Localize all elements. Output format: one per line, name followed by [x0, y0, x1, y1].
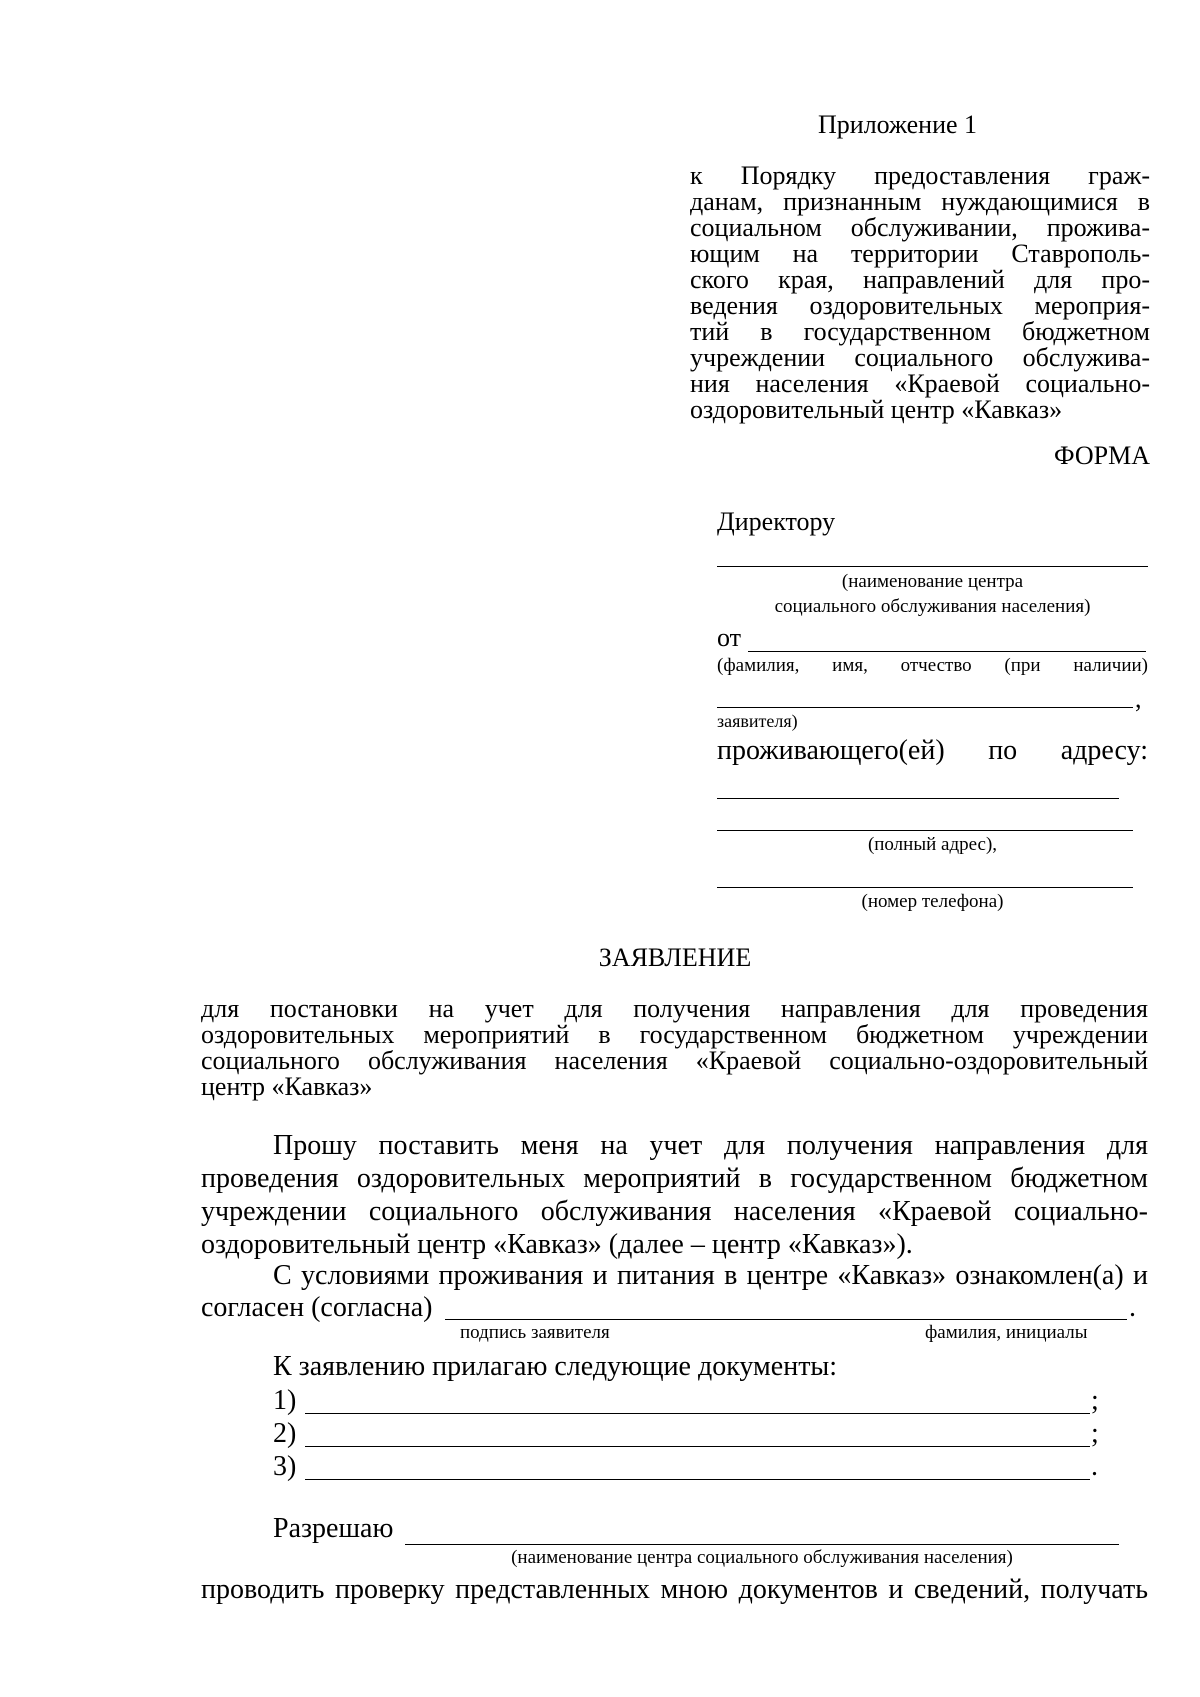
request-line: проведения оздоровительных мероприятий в государственном бюджетном	[201, 1163, 1148, 1194]
signature-line	[445, 1319, 1127, 1320]
appendix-line: тий в государственном бюджетном	[690, 317, 1150, 346]
fio-line-2	[717, 707, 1133, 708]
address-caption: (полный адрес),	[867, 834, 998, 855]
subtitle-line: для постановки на учет для получения направления для проведения	[201, 994, 1148, 1023]
name-caption: фамилия, инициалы	[925, 1322, 1088, 1343]
form-label: ФОРМА	[1054, 441, 1150, 470]
appendix-line: ющим на территории Ставрополь-	[690, 239, 1150, 268]
phone-line	[717, 887, 1133, 888]
residing-label: проживающего(ей) по адресу:	[717, 735, 1148, 766]
appendix-line: ского края, направлений для про-	[690, 265, 1150, 294]
center-caption-2: социального обслуживания населения)	[774, 596, 1091, 617]
permit-label: Разрешаю	[273, 1513, 394, 1544]
director-label: Директору	[717, 507, 836, 536]
center-name-line	[717, 566, 1148, 567]
appendix-title: Приложение 1	[818, 110, 978, 139]
attachment-num: 3)	[273, 1451, 297, 1482]
appendix-line: ния населения «Краевой социально-	[690, 369, 1150, 398]
fio-caption: (фамилия, имя, отчество (при наличии)	[717, 655, 1148, 676]
fio-line	[748, 651, 1146, 652]
appendix-line: учреждении социального обслужива-	[690, 343, 1150, 372]
subtitle-line: оздоровительных мероприятий в государственном бюджетном учреждении	[201, 1020, 1148, 1049]
fio-comma: ,	[1135, 684, 1142, 713]
appendix-line: социальном обслуживании, прожива-	[690, 213, 1150, 242]
conditions-end: .	[1129, 1292, 1136, 1323]
attachment-line	[305, 1446, 1090, 1447]
address-line-2	[717, 830, 1133, 831]
attachment-line	[305, 1413, 1090, 1414]
request-line: Прошу поставить меня на учет для получения направления для	[273, 1130, 1148, 1161]
subtitle-line: центр «Кавказ»	[201, 1072, 373, 1101]
attachment-end: .	[1091, 1451, 1098, 1482]
last-line: проводить проверку представленных мною документов и сведений, получать	[201, 1574, 1148, 1605]
conditions-line-1: С условиями проживания и питания в центре «Кавказ» ознакомлен(а) и	[273, 1260, 1148, 1291]
conditions-line-2: согласен (согласна)	[201, 1292, 433, 1323]
document-heading: ЗАЯВЛЕНИЕ	[598, 943, 752, 972]
permit-line	[405, 1544, 1119, 1545]
attachment-num: 1)	[273, 1385, 297, 1416]
phone-caption: (номер телефона)	[861, 891, 1004, 912]
address-line-1	[717, 798, 1119, 799]
signature-caption: подпись заявителя	[460, 1322, 610, 1343]
attachment-line	[305, 1479, 1090, 1480]
subtitle-line: социального обслуживания населения «Краевой социально-оздоровительный	[201, 1046, 1148, 1075]
appendix-line: оздоровительный центр «Кавказ»	[690, 395, 1063, 424]
appendix-line: к Порядку предоставления граж-	[690, 161, 1150, 190]
permit-caption: (наименование центра социального обслуживания населения)	[511, 1547, 1013, 1568]
attachment-end: ;	[1091, 1385, 1099, 1416]
center-caption-1: (наименование центра	[841, 571, 1024, 592]
applicant-caption: заявителя)	[717, 711, 798, 731]
heading-subtitle	[201, 996, 1148, 1100]
appendix-line: данам, признанным нуждающимися в	[690, 187, 1150, 216]
from-label: от	[717, 623, 742, 652]
request-line: оздоровительный центр «Кавказ» (далее – центр «Кавказ»).	[201, 1229, 913, 1260]
request-paragraph	[201, 1129, 1148, 1261]
request-line: учреждении социального обслуживания населения «Краевой социально-	[201, 1196, 1148, 1227]
attachments-intro: К заявлению прилагаю следующие документы:	[273, 1351, 838, 1382]
attachment-num: 2)	[273, 1418, 297, 1449]
attachment-end: ;	[1091, 1418, 1099, 1449]
appendix-line: ведения оздоровительных мероприя-	[690, 291, 1150, 320]
appendix-reference	[690, 163, 1150, 423]
